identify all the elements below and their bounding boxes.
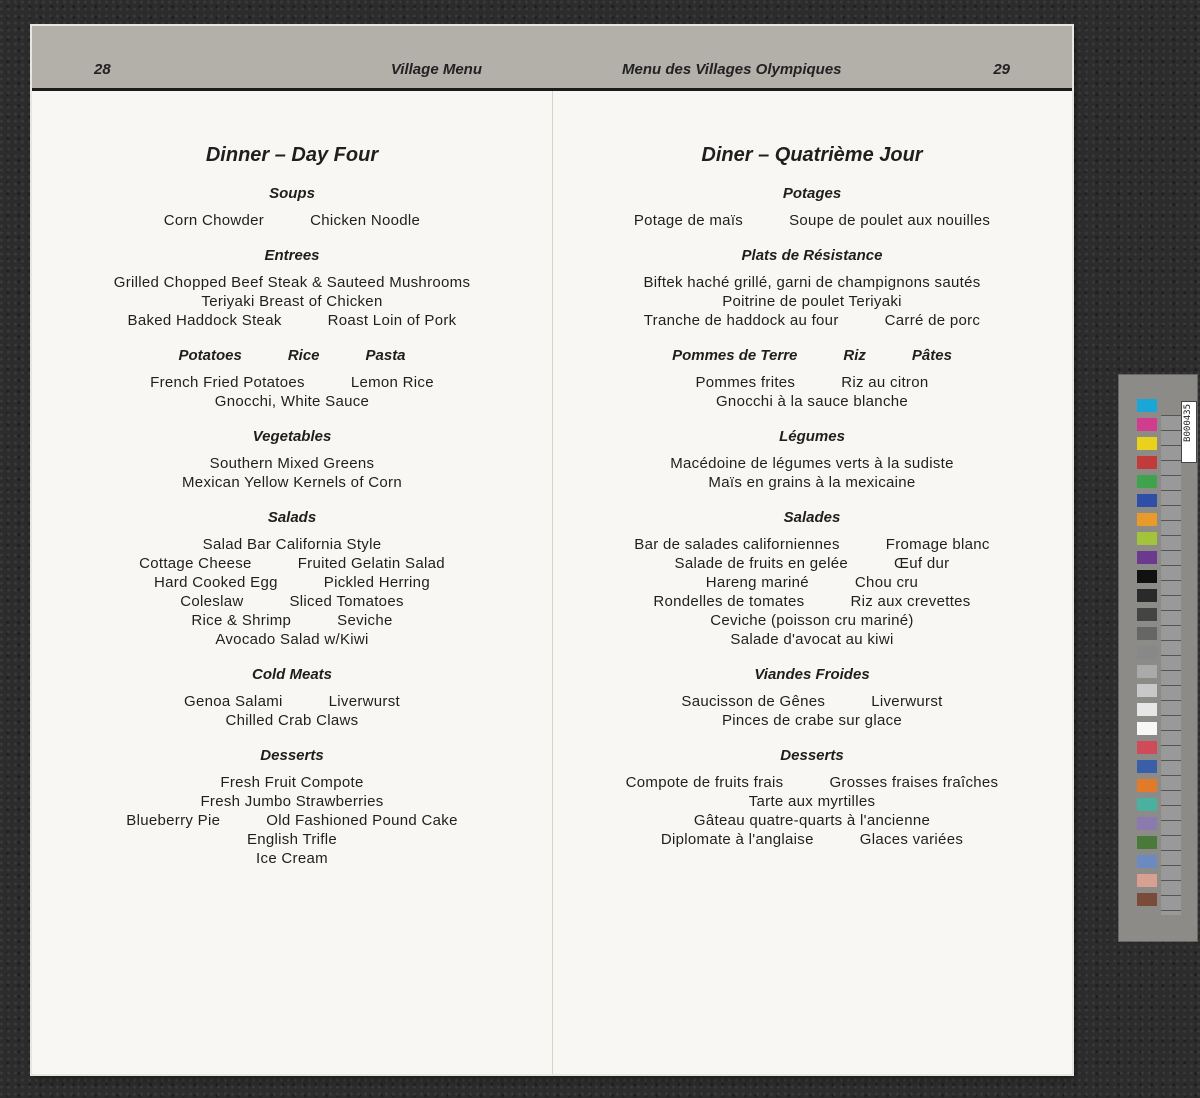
color-swatch [1137, 722, 1157, 735]
section-heading: Pâtes [911, 347, 952, 364]
section-heading: Soups [269, 185, 315, 202]
starch-section [32, 347, 552, 411]
menu-item: English Trifle [246, 831, 338, 848]
menu-item: Chicken Noodle [310, 212, 421, 229]
menu-item: Maïs en grains à la mexicaine [708, 474, 916, 491]
menu-item: Pinces de crabe sur glace [721, 712, 903, 729]
cold-meats-section [552, 666, 1072, 730]
section-heading: Salades [783, 509, 841, 526]
menu-item: Southern Mixed Greens [209, 455, 375, 472]
archive-id-label: B000435 [1181, 401, 1197, 463]
menu-item: Macédoine de légumes verts à la sudiste [670, 455, 954, 472]
color-calibration-card [1118, 374, 1198, 942]
menu-item: Ceviche (poisson cru mariné) [710, 612, 914, 629]
menu-item: Hareng mariné [705, 574, 809, 591]
menu-item: Diplomate à l'anglaise [660, 831, 814, 848]
vegetables-section [32, 428, 552, 492]
menu-item: Old Fashioned Pound Cake [266, 812, 458, 829]
color-swatch [1137, 589, 1157, 602]
color-swatch [1137, 551, 1157, 564]
menu-item: Salade de fruits en gelée [674, 555, 848, 572]
menu-item: Fruited Gelatin Salad [297, 555, 445, 572]
color-swatch [1137, 684, 1157, 697]
gray-scale-ruler [1161, 415, 1181, 915]
section-heading: Vegetables [252, 428, 332, 445]
section-heading: Rice [287, 347, 320, 364]
menu-item: Sliced Tomatoes [289, 593, 404, 610]
menu-item: Baked Haddock Steak [127, 312, 282, 329]
menu-item: Grosses fraises fraîches [829, 774, 999, 791]
menu-item: Gnocchi, White Sauce [214, 393, 370, 410]
starch-section [552, 347, 1072, 411]
menu-item: Gâteau quatre-quarts à l'ancienne [693, 812, 931, 829]
color-swatch [1137, 817, 1157, 830]
menu-item: Blueberry Pie [126, 812, 221, 829]
color-swatch [1137, 741, 1157, 754]
salads-section [552, 509, 1072, 649]
menu-item: Chou cru [854, 574, 919, 591]
menu-item: Rondelles de tomates [653, 593, 805, 610]
color-swatch [1137, 646, 1157, 659]
section-heading: Cold Meats [251, 666, 332, 683]
left-page [32, 26, 553, 1074]
color-swatch [1137, 494, 1157, 507]
menu-item: Ice Cream [256, 850, 328, 867]
right-menu-content [552, 144, 1072, 866]
menu-item: Gnocchi à la sauce blanche [715, 393, 909, 410]
menu-item: Compote de fruits frais [625, 774, 784, 791]
section-heading: Pommes de Terre [672, 347, 798, 364]
cold-meats-section [32, 666, 552, 730]
menu-item: Saucisson de Gênes [681, 693, 826, 710]
menu-item: Pommes frites [695, 374, 796, 391]
menu-booklet [32, 26, 1072, 1074]
menu-item: Liverwurst [328, 693, 400, 710]
section-heading: Potatoes [178, 347, 242, 364]
menu-item: Roast Loin of Pork [327, 312, 457, 329]
color-swatch [1137, 456, 1157, 469]
menu-item: Soupe de poulet aux nouilles [789, 212, 991, 229]
color-swatch [1137, 608, 1157, 621]
color-swatch [1137, 874, 1157, 887]
running-header: Menu des Villages Olympiques [622, 61, 842, 78]
section-heading: Plats de Résistance [741, 247, 883, 264]
entrees-section [32, 247, 552, 330]
color-swatch [1137, 532, 1157, 545]
section-heading: Pasta [365, 347, 406, 364]
menu-item: Genoa Salami [183, 693, 283, 710]
right-page-header [552, 26, 1072, 91]
page-number: 29 [993, 61, 1010, 78]
menu-item: Carré de porc [884, 312, 981, 329]
color-swatch [1137, 513, 1157, 526]
menu-item: Liverwurst [871, 693, 943, 710]
menu-item: Grilled Chopped Beef Steak & Sauteed Mushrooms [113, 274, 471, 291]
menu-item: Riz au citron [841, 374, 929, 391]
color-swatch [1137, 798, 1157, 811]
section-heading: Viandes Froides [754, 666, 870, 683]
section-heading: Salads [267, 509, 317, 526]
desserts-section [32, 747, 552, 868]
color-swatch [1137, 760, 1157, 773]
menu-item: Chilled Crab Claws [225, 712, 359, 729]
menu-item: Fresh Jumbo Strawberries [200, 793, 384, 810]
menu-item: Riz aux crevettes [850, 593, 971, 610]
vegetables-section [552, 428, 1072, 492]
color-swatch [1137, 665, 1157, 678]
left-page-header [32, 26, 552, 91]
menu-item: Cottage Cheese [139, 555, 252, 572]
menu-item: Avocado Salad w/Kiwi [215, 631, 369, 648]
color-swatch [1137, 418, 1157, 431]
color-swatch [1137, 475, 1157, 488]
section-heading: Desserts [260, 747, 324, 764]
color-swatch [1137, 627, 1157, 640]
menu-item: Bar de salades californiennes [634, 536, 840, 553]
menu-item: Salade d'avocat au kiwi [730, 631, 894, 648]
color-swatch [1137, 703, 1157, 716]
section-heading: Riz [843, 347, 866, 364]
menu-item: Poitrine de poulet Teriyaki [722, 293, 902, 310]
menu-item: Coleslaw [180, 593, 244, 610]
menu-item: Fresh Fruit Compote [220, 774, 364, 791]
right-page [552, 26, 1072, 1074]
menu-title: Diner – Quatrième Jour [701, 144, 923, 166]
menu-item: Salad Bar California Style [202, 536, 382, 553]
color-swatch [1137, 836, 1157, 849]
menu-item: Potage de maïs [633, 212, 744, 229]
menu-item: French Fried Potatoes [150, 374, 305, 391]
menu-item: Teriyaki Breast of Chicken [201, 293, 383, 310]
menu-title: Dinner – Day Four [205, 144, 379, 166]
salads-section [32, 509, 552, 649]
menu-item: Pickled Herring [323, 574, 430, 591]
color-swatch [1137, 437, 1157, 450]
section-heading: Entrees [264, 247, 320, 264]
section-heading: Légumes [779, 428, 845, 445]
color-swatch [1137, 893, 1157, 906]
menu-item: Corn Chowder [163, 212, 265, 229]
left-menu-content [32, 144, 552, 885]
soups-section [32, 185, 552, 230]
page-number: 28 [94, 61, 111, 78]
menu-item: Lemon Rice [350, 374, 434, 391]
color-swatch [1137, 855, 1157, 868]
menu-item: Biftek haché grillé, garni de champignons sautés [643, 274, 981, 291]
menu-item: Seviche [337, 612, 393, 629]
running-header: Village Menu [390, 61, 482, 78]
menu-item: Hard Cooked Egg [154, 574, 278, 591]
entrees-section [552, 247, 1072, 330]
menu-item: Œuf dur [893, 555, 950, 572]
section-heading: Desserts [780, 747, 844, 764]
desserts-section [552, 747, 1072, 849]
section-heading: Potages [782, 185, 842, 202]
soups-section [552, 185, 1072, 230]
color-swatch [1137, 779, 1157, 792]
menu-item: Mexican Yellow Kernels of Corn [182, 474, 402, 491]
menu-item: Tranche de haddock au four [643, 312, 839, 329]
menu-item: Glaces variées [859, 831, 964, 848]
menu-item: Fromage blanc [885, 536, 990, 553]
menu-item: Rice & Shrimp [191, 612, 292, 629]
color-swatch [1137, 570, 1157, 583]
color-swatch [1137, 399, 1157, 412]
menu-item: Tarte aux myrtilles [748, 793, 876, 810]
